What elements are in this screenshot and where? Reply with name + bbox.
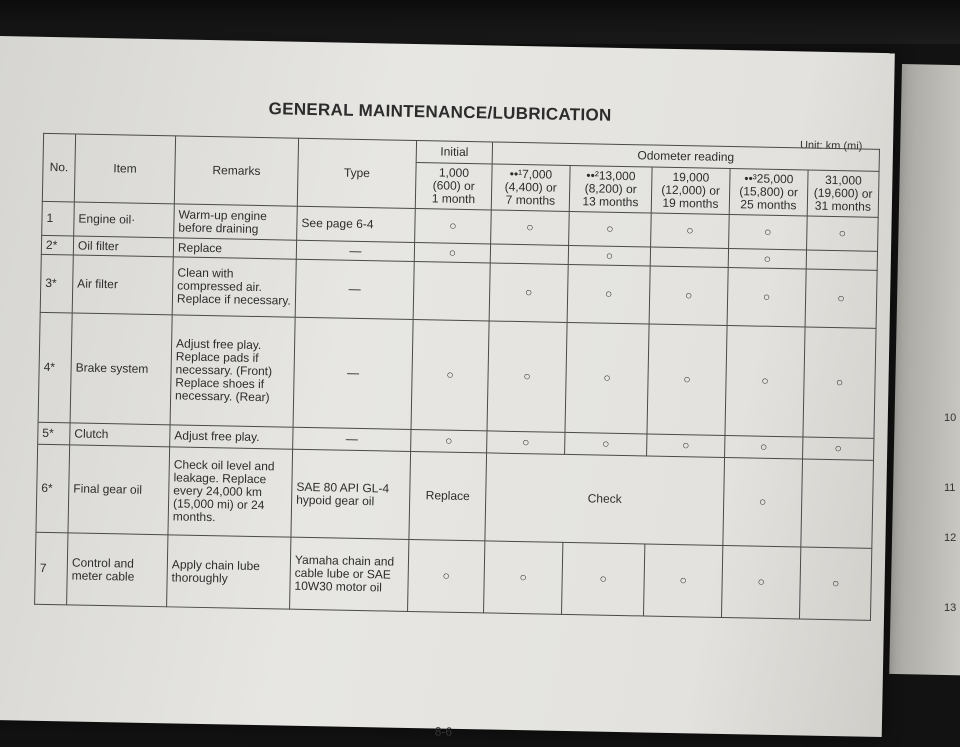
header-initial: Initial bbox=[416, 141, 492, 164]
check-mark bbox=[806, 250, 877, 270]
maintenance-table bbox=[34, 133, 880, 621]
row-number: 7 bbox=[35, 532, 68, 605]
check-mark: ○ bbox=[569, 211, 652, 247]
row-item: Control and meter cable bbox=[67, 533, 168, 607]
check-mark: ○ bbox=[725, 326, 805, 437]
manual-page bbox=[0, 36, 895, 737]
photo-background bbox=[0, 0, 960, 44]
header-type: Type bbox=[297, 138, 416, 208]
interval-header: ••¹7,000 (4,400) or 7 months bbox=[491, 164, 570, 211]
row-type: — bbox=[295, 259, 414, 319]
page-number: 8-6 bbox=[434, 724, 453, 739]
check-mark: ○ bbox=[561, 542, 644, 616]
check-mark: ○ bbox=[408, 539, 485, 612]
check-mark: ○ bbox=[725, 435, 803, 458]
row-type: — bbox=[293, 427, 411, 451]
interval-header: ••²13,000 (8,200) or 13 months bbox=[569, 165, 652, 213]
check-mark bbox=[413, 261, 490, 320]
row-remarks: Apply chain lube thoroughly bbox=[167, 535, 291, 609]
row-remarks: Replace bbox=[173, 238, 296, 259]
empty-cell bbox=[801, 459, 874, 548]
check-mark: ○ bbox=[491, 210, 570, 245]
adjacent-page-number: 12 bbox=[944, 532, 957, 544]
check-mark: ○ bbox=[567, 264, 650, 324]
row-type: SAE 80 API GL-4 hypoid gear oil bbox=[291, 449, 411, 539]
unit-note: Unit: km (mi) bbox=[799, 139, 863, 153]
check-mark: ○ bbox=[487, 431, 565, 454]
row-remarks: Adjust free play. Replace pads if necessary. (Front) Replace shoes if necessary. (Rear) bbox=[170, 315, 295, 427]
initial-replace-note: Replace bbox=[409, 451, 487, 540]
check-note: Check bbox=[485, 453, 725, 546]
check-mark: ○ bbox=[727, 268, 806, 327]
check-mark: ○ bbox=[484, 541, 563, 614]
row-remarks: Adjust free play. bbox=[170, 425, 293, 449]
check-mark: ○ bbox=[489, 263, 568, 322]
adjacent-page-number: 13 bbox=[944, 602, 957, 614]
table-row bbox=[35, 532, 872, 620]
row-item: Final gear oil bbox=[68, 445, 170, 535]
row-number: 5* bbox=[38, 422, 70, 445]
check-mark: ○ bbox=[803, 327, 876, 438]
check-mark: ○ bbox=[643, 544, 722, 617]
adjacent-page-edge bbox=[889, 64, 960, 676]
adjacent-page-number: 11 bbox=[944, 482, 956, 494]
row-type: See page 6-4 bbox=[297, 206, 416, 242]
row-number: 4* bbox=[38, 312, 72, 423]
check-mark: ○ bbox=[728, 249, 806, 269]
page-title: GENERAL MAINTENANCE/LUBRICATION bbox=[268, 99, 612, 125]
check-mark: ○ bbox=[565, 432, 647, 456]
row-item: Air filter bbox=[72, 255, 173, 315]
check-mark: ○ bbox=[487, 321, 567, 432]
row-remarks: Check oil level and leakage. Replace every 24,000 km (15,000 mi) or 24 months. bbox=[168, 447, 293, 537]
check-mark: ○ bbox=[649, 266, 728, 325]
row-item: Clutch bbox=[70, 423, 170, 447]
table-row bbox=[36, 444, 874, 548]
row-number: 1 bbox=[42, 201, 75, 236]
check-mark: ○ bbox=[805, 269, 877, 328]
check-mark bbox=[650, 247, 728, 267]
check-mark: ○ bbox=[807, 216, 879, 251]
header-no: No. bbox=[42, 133, 75, 202]
interval-header: 31,000 (19,600) or 31 months bbox=[807, 170, 879, 217]
check-mark: ○ bbox=[565, 322, 649, 434]
check-mark: ○ bbox=[411, 319, 489, 430]
check-mark: ○ bbox=[803, 437, 874, 460]
header-item: Item bbox=[74, 134, 175, 204]
adjacent-page-number: 10 bbox=[944, 412, 957, 424]
header-odometer: Odometer reading bbox=[492, 142, 879, 171]
row-remarks: Clean with compressed air. Replace if necessary. bbox=[172, 257, 296, 317]
row-type: — bbox=[293, 317, 413, 429]
row-type: — bbox=[296, 240, 414, 261]
row-number: 3* bbox=[40, 254, 73, 313]
check-mark bbox=[490, 244, 568, 264]
interval-header: ••³25,000 (15,800) or 25 months bbox=[729, 169, 808, 216]
header-remarks: Remarks bbox=[174, 136, 298, 206]
interval-header: 1,000 (600) or 1 month bbox=[415, 163, 492, 210]
check-mark: ○ bbox=[721, 545, 800, 618]
check-mark: ○ bbox=[723, 457, 803, 546]
check-mark: ○ bbox=[729, 215, 808, 250]
check-mark: ○ bbox=[415, 209, 492, 244]
interval-header: 19,000 (12,000) or 19 months bbox=[651, 167, 730, 214]
row-remarks: Warm-up engine before draining bbox=[174, 204, 298, 240]
row-type: Yamaha chain and cable lube or SAE 10W30 motor oil bbox=[290, 537, 409, 611]
check-mark: ○ bbox=[799, 547, 871, 620]
check-mark: ○ bbox=[411, 429, 487, 452]
row-number: 2* bbox=[41, 235, 73, 255]
row-item: Brake system bbox=[70, 313, 172, 425]
check-mark: ○ bbox=[647, 324, 727, 435]
table-row bbox=[38, 312, 876, 438]
check-mark: ○ bbox=[414, 242, 490, 262]
row-item: Oil filter bbox=[73, 236, 173, 257]
row-number: 6* bbox=[36, 444, 70, 533]
check-mark: ○ bbox=[568, 245, 650, 266]
row-item: Engine oil· bbox=[74, 202, 175, 238]
check-mark: ○ bbox=[647, 434, 725, 457]
check-mark: ○ bbox=[651, 213, 730, 248]
